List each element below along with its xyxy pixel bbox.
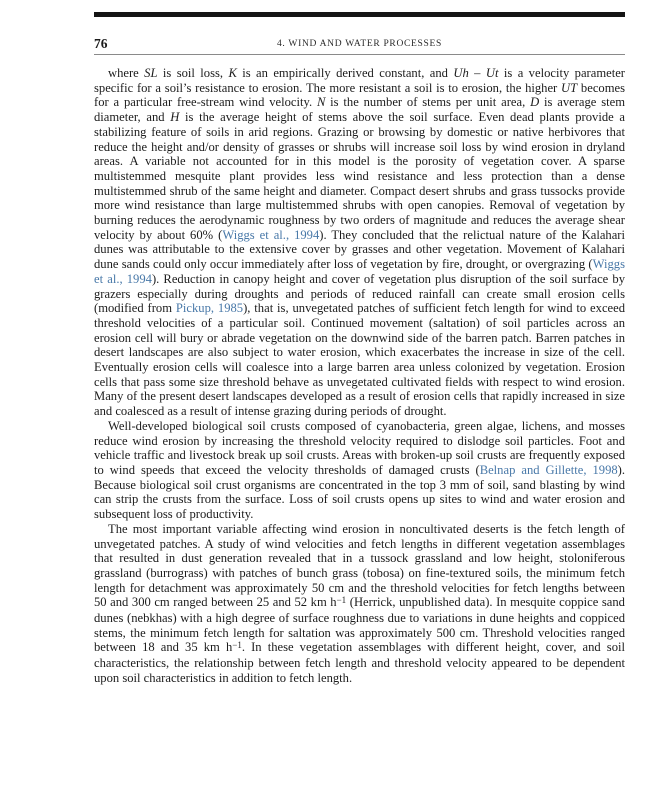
text-segment: is an empirically derived constant, and (236, 66, 454, 80)
text-segment: where (108, 66, 145, 80)
text-segment: H (170, 110, 180, 125)
citation-link[interactable]: Wiggs et al., 1994 (222, 227, 320, 242)
page-number: 76 (94, 36, 108, 51)
text-segment: N (316, 95, 326, 110)
page-header (94, 35, 625, 52)
running-head: 4. WIND AND WATER PROCESSES (276, 39, 443, 49)
text-segment: . In these vegetation assemblages with different height, cover, and soil characteristics, the relationship between fetch length and threshold velocity appeared to be dependent upon soil characteristics in addition to fetch length. (94, 640, 625, 685)
paragraph (94, 522, 625, 686)
paragraph (94, 419, 625, 522)
text-segment: ). They concluded that the relictual nature of the Kalahari dunes was attributable to the extensive cover by grasses and other vegetation. Movement of Kalahari dune sands could only occur immediately after loss of vegetation by fire, drought, or overgrazing ( (94, 227, 625, 272)
text-segment: K (228, 66, 237, 80)
text-segment: D (530, 95, 540, 110)
text-segment: is average stem diameter, and (94, 95, 626, 125)
text-segment: ), that is, unvegetated patches of sufficient fetch length for wind to exceed threshold velocities of a particular soil. Continued movement (saltation) of soil particles across an erosion cell will bury or abrade vegetation on the downwind side of the barren patch. Barren patches in desert landscapes are also subject to water erosion, which exacerbates the increase in size of the cell. Eventually erosion cells will coalesce into a large barren area unless colonized by vegetation. Erosion cells that pass some size threshold behave as unvegetated cultivated fields with respect to wind erosion. Many of the present desert landscapes developed as a result of erosion cells that rapidly increased in size and coalesced as a result of intense grazing during periods of drought. (94, 301, 626, 419)
text-block (94, 66, 625, 686)
header-underline (94, 54, 625, 55)
text-segment: is the number of stems per unit area, (325, 95, 531, 110)
text-segment: ). Reduction in canopy height and cover of vegetation plus disruption of the soil surface by grazers especially during droughts and periods of reduced rainfall can create small erosion cells (modified from (94, 271, 625, 316)
text-segment: −1 (336, 594, 347, 605)
citation-link[interactable]: Pickup, 1985 (175, 301, 244, 316)
text-segment: – (468, 66, 486, 80)
text-segment: (Herrick, unpublished data). In mesquite coppice sand dunes (nebkhas) with a high degree of surface roughness due to variations in dune heights and coppiced stems, the minimum fetch length for saltation was approximately 500 cm. Threshold velocities ranged between 18 and 35 km h (94, 595, 625, 655)
text-segment: is a velocity parameter specific for a soil’s resistance to erosion. The more resistant a soil is to erosion, the higher (94, 66, 625, 95)
text-segment: is soil loss, (157, 66, 229, 80)
top-rule (94, 12, 625, 17)
text-segment: SL (144, 66, 158, 80)
text-segment: The most important variable affecting wind erosion in noncultivated deserts is the fetch length of unvegetated patches. A study of wind velocities and fetch lengths in different vegetation assemblages that resulted in dust generation revealed that in a tussock grassland and low height, stoloniferous grassland (burrograss) with patches of bunch grass (tobosa) on fine-textured soils, the minimum fetch length for detachment was approximately 50 cm and the threshold velocities for fetch lengths between 50 and 300 cm ranged between 25 and 52 km h (94, 521, 625, 610)
text-segment: ). Because biological soil crust organisms are concentrated in the top 3 mm of soil, sand blasting by wind can strip the crusts from the surface. Loss of soil crusts opens up sites to wind and water erosion and subsequent loss of productivity. (94, 462, 626, 522)
text-segment: Uh (453, 66, 469, 80)
text-segment: −1 (232, 639, 242, 650)
text-segment: UT (561, 80, 578, 95)
text-segment: is the average height of stems above the soil surface. Even dead plants provide a stabilizing feature of soils in arid regions. Grazing or browsing by domestic or native herbivores that reduce the height and/or density of grasses or shrubs will increase soil loss by wind erosion in dryland areas. A variable not accounted for in this model is the porosity of vegetation cover. A sparse multistemmed mesquite plant provides less wind resistance and less protection than a dense multistemmed shrub of the same height and diameter. Compact desert shrubs and grass tussocks provide more wind resistance than large multistemmed shrubs with open canopies. Removal of vegetation by burning reduces the aerodynamic roughness by two orders of magnitude and reduces the average shear velocity by about 60% ( (94, 110, 625, 242)
paragraph (94, 66, 625, 419)
text-segment: Well-developed biological soil crusts composed of cyanobacteria, green algae, lichens, and mosses reduce wind erosion by increasing the threshold velocity required to dislodge soil particles. Foot and vehicle traffic and livestock break up soil crusts. Areas with broken-up soil crusts are frequently exposed to wind speeds that exceed the velocity thresholds of damaged crusts ( (94, 418, 625, 477)
citation-link[interactable]: Wiggs et al., 1994 (94, 257, 625, 286)
citation-link[interactable]: Belnap and Gillette, 1998 (479, 462, 618, 477)
text-segment: becomes for a particular free-stream wind velocity. (94, 80, 625, 110)
text-segment: Ut (485, 66, 499, 80)
